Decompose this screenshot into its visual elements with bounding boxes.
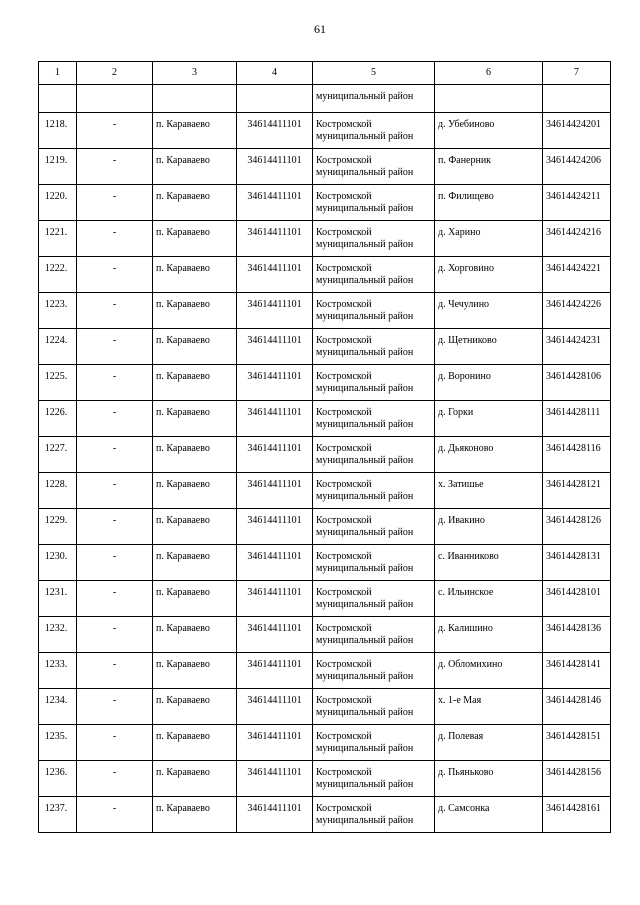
cell-district — [313, 257, 435, 293]
cell-oktmo: 34614411101 — [237, 761, 313, 797]
cell-locality: д. Чечулино — [435, 293, 543, 329]
cell-settlement: п. Караваево — [153, 617, 237, 653]
cell-oktmo: 34614411101 — [237, 581, 313, 617]
cell-settlement: п. Караваево — [153, 725, 237, 761]
column-number-row — [39, 62, 611, 85]
cell-settlement: п. Караваево — [153, 653, 237, 689]
cell-empty — [543, 85, 611, 113]
cell-settlement: п. Караваево — [153, 473, 237, 509]
table-row — [39, 437, 611, 473]
cell-district — [313, 545, 435, 581]
cell-locality: д. Полевая — [435, 725, 543, 761]
column-number: 2 — [77, 62, 153, 85]
column-number: 4 — [237, 62, 313, 85]
district-line-1: Костромской — [316, 407, 372, 418]
settlements-table — [38, 61, 611, 833]
cell-oktmo: 34614411101 — [237, 149, 313, 185]
row-number-cell: 1221. — [39, 221, 77, 257]
cell-code: 34614428151 — [543, 725, 611, 761]
district-line-2: муниципальный район — [316, 707, 414, 718]
cell-district — [313, 437, 435, 473]
cell-oktmo: 34614411101 — [237, 545, 313, 581]
cell-settlement: п. Караваево — [153, 185, 237, 221]
cell-settlement: п. Караваево — [153, 761, 237, 797]
table-row — [39, 221, 611, 257]
district-line-1: Костромской — [316, 263, 372, 274]
row-number-cell: 1220. — [39, 185, 77, 221]
cell-district — [313, 185, 435, 221]
cell-oktmo: 34614411101 — [237, 365, 313, 401]
row-number-cell: 1227. — [39, 437, 77, 473]
cell-district — [313, 653, 435, 689]
cell-empty — [153, 85, 237, 113]
district-line-1: Костромской — [316, 299, 372, 310]
cell-code: 34614424221 — [543, 257, 611, 293]
district-line-2: муниципальный район — [316, 671, 414, 682]
district-line-1: Костромской — [316, 587, 372, 598]
cell-oktmo: 34614411101 — [237, 185, 313, 221]
column-number: 7 — [543, 62, 611, 85]
cell-locality: д. Воронино — [435, 365, 543, 401]
district-line-1: Костромской — [316, 623, 372, 634]
cell-district — [313, 725, 435, 761]
cell-oktmo: 34614411101 — [237, 257, 313, 293]
cell-code: 34614428161 — [543, 797, 611, 833]
cell-district — [313, 617, 435, 653]
district-line-1: Костромской — [316, 443, 372, 454]
row-number-cell: 1230. — [39, 545, 77, 581]
cell-district — [313, 581, 435, 617]
table-row — [39, 185, 611, 221]
table-row — [39, 293, 611, 329]
row-number-cell: 1223. — [39, 293, 77, 329]
row-number-cell: 1233. — [39, 653, 77, 689]
table-row — [39, 365, 611, 401]
cell-locality: п. Фанерник — [435, 149, 543, 185]
cell-col2: - — [77, 329, 153, 365]
table-row — [39, 113, 611, 149]
cell-oktmo: 34614411101 — [237, 653, 313, 689]
cell-oktmo: 34614411101 — [237, 437, 313, 473]
cell-col2: - — [77, 761, 153, 797]
cell-oktmo: 34614411101 — [237, 293, 313, 329]
cell-oktmo: 34614411101 — [237, 401, 313, 437]
cell-oktmo: 34614411101 — [237, 689, 313, 725]
table-row — [39, 329, 611, 365]
carry-over-row — [39, 85, 611, 113]
cell-code: 34614428131 — [543, 545, 611, 581]
cell-col2: - — [77, 581, 153, 617]
cell-oktmo: 34614411101 — [237, 617, 313, 653]
district-line-2: муниципальный район — [316, 275, 414, 286]
cell-code: 34614428141 — [543, 653, 611, 689]
cell-oktmo: 34614411101 — [237, 797, 313, 833]
cell-col2: - — [77, 725, 153, 761]
cell-col2: - — [77, 113, 153, 149]
cell-settlement: п. Караваево — [153, 257, 237, 293]
cell-locality: д. Калишино — [435, 617, 543, 653]
column-number: 1 — [39, 62, 77, 85]
table-row — [39, 689, 611, 725]
cell-col2: - — [77, 653, 153, 689]
cell-code: 34614428146 — [543, 689, 611, 725]
district-line-1: Костромской — [316, 479, 372, 490]
cell-oktmo: 34614411101 — [237, 329, 313, 365]
cell-district — [313, 401, 435, 437]
cell-col2: - — [77, 509, 153, 545]
cell-empty — [435, 85, 543, 113]
cell-settlement: п. Караваево — [153, 113, 237, 149]
cell-district — [313, 365, 435, 401]
cell-district — [313, 797, 435, 833]
district-line-2: муниципальный район — [316, 419, 414, 430]
cell-empty — [237, 85, 313, 113]
cell-code: 34614424206 — [543, 149, 611, 185]
cell-col2: - — [77, 221, 153, 257]
cell-district: муниципальный район — [313, 85, 435, 113]
column-number: 5 — [313, 62, 435, 85]
table-row — [39, 149, 611, 185]
district-line-2: муниципальный район — [316, 455, 414, 466]
column-number: 3 — [153, 62, 237, 85]
cell-settlement: п. Караваево — [153, 329, 237, 365]
district-line-1: Костромской — [316, 119, 372, 130]
table-row — [39, 725, 611, 761]
column-number: 6 — [435, 62, 543, 85]
cell-oktmo: 34614411101 — [237, 221, 313, 257]
cell-locality: д. Пьяньково — [435, 761, 543, 797]
row-number-cell: 1234. — [39, 689, 77, 725]
cell-code: 34614424216 — [543, 221, 611, 257]
row-number-cell: 1236. — [39, 761, 77, 797]
district-line-1: Костромской — [316, 731, 372, 742]
cell-code: 34614428111 — [543, 401, 611, 437]
district-line-1: Костромской — [316, 515, 372, 526]
cell-code: 34614424211 — [543, 185, 611, 221]
district-line-2: муниципальный район — [316, 743, 414, 754]
cell-locality: д. Горки — [435, 401, 543, 437]
row-number-cell: 1224. — [39, 329, 77, 365]
cell-col2: - — [77, 689, 153, 725]
cell-code: 34614428136 — [543, 617, 611, 653]
cell-code: 34614428121 — [543, 473, 611, 509]
cell-code: 34614424201 — [543, 113, 611, 149]
cell-locality: х. 1-е Мая — [435, 689, 543, 725]
cell-col2: - — [77, 365, 153, 401]
cell-settlement: п. Караваево — [153, 509, 237, 545]
cell-district — [313, 293, 435, 329]
cell-col2: - — [77, 437, 153, 473]
cell-col2: - — [77, 545, 153, 581]
district-line-2: муниципальный район — [316, 779, 414, 790]
district-line-2: муниципальный район — [316, 239, 414, 250]
cell-locality: х. Затишье — [435, 473, 543, 509]
cell-settlement: п. Караваево — [153, 221, 237, 257]
table-row — [39, 581, 611, 617]
cell-oktmo: 34614411101 — [237, 509, 313, 545]
district-line-2: муниципальный район — [316, 599, 414, 610]
row-number-cell: 1225. — [39, 365, 77, 401]
district-line-1: Костромской — [316, 155, 372, 166]
district-line-2: муниципальный район — [316, 383, 414, 394]
cell-col2: - — [77, 473, 153, 509]
cell-col2: - — [77, 293, 153, 329]
cell-settlement: п. Караваево — [153, 545, 237, 581]
district-line-2: муниципальный район — [316, 203, 414, 214]
district-line-1: Костромской — [316, 551, 372, 562]
district-line-2: муниципальный район — [316, 815, 414, 826]
cell-settlement: п. Караваево — [153, 401, 237, 437]
district-line-2: муниципальный район — [316, 563, 414, 574]
cell-district — [313, 509, 435, 545]
cell-code: 34614428116 — [543, 437, 611, 473]
district-line-2: муниципальный район — [316, 131, 414, 142]
table-row — [39, 761, 611, 797]
table-row — [39, 797, 611, 833]
cell-settlement: п. Караваево — [153, 581, 237, 617]
cell-district — [313, 221, 435, 257]
row-number-cell: 1232. — [39, 617, 77, 653]
cell-settlement: п. Караваево — [153, 437, 237, 473]
row-number-cell: 1228. — [39, 473, 77, 509]
table-row — [39, 617, 611, 653]
district-line-2: муниципальный район — [316, 311, 414, 322]
cell-empty — [77, 85, 153, 113]
cell-locality: д. Дьяконово — [435, 437, 543, 473]
cell-col2: - — [77, 185, 153, 221]
row-number-cell: 1226. — [39, 401, 77, 437]
row-number-cell: 1229. — [39, 509, 77, 545]
cell-settlement: п. Караваево — [153, 797, 237, 833]
cell-col2: - — [77, 149, 153, 185]
cell-district — [313, 329, 435, 365]
district-line-1: Костромской — [316, 335, 372, 346]
district-line-2: муниципальный район — [316, 491, 414, 502]
cell-code: 34614424226 — [543, 293, 611, 329]
cell-code: 34614428156 — [543, 761, 611, 797]
row-number-cell: 1222. — [39, 257, 77, 293]
cell-settlement: п. Караваево — [153, 365, 237, 401]
cell-district — [313, 149, 435, 185]
cell-locality: п. Филищево — [435, 185, 543, 221]
row-number-cell: 1235. — [39, 725, 77, 761]
table-row — [39, 509, 611, 545]
district-line-1: Костромской — [316, 227, 372, 238]
cell-settlement: п. Караваево — [153, 149, 237, 185]
table-row — [39, 257, 611, 293]
cell-locality: д. Хорговино — [435, 257, 543, 293]
table-row — [39, 653, 611, 689]
district-line-2: муниципальный район — [316, 167, 414, 178]
district-line-1: Костромской — [316, 767, 372, 778]
district-line-2: муниципальный район — [316, 347, 414, 358]
row-number-cell: 1231. — [39, 581, 77, 617]
cell-locality: д. Щетниково — [435, 329, 543, 365]
cell-code: 34614428101 — [543, 581, 611, 617]
cell-oktmo: 34614411101 — [237, 113, 313, 149]
table-row — [39, 401, 611, 437]
cell-district — [313, 761, 435, 797]
cell-oktmo: 34614411101 — [237, 473, 313, 509]
cell-locality: д. Ивакино — [435, 509, 543, 545]
cell-settlement: п. Караваево — [153, 293, 237, 329]
district-line-1: Костромской — [316, 191, 372, 202]
cell-code: 34614424231 — [543, 329, 611, 365]
table-row — [39, 545, 611, 581]
district-line-2: муниципальный район — [316, 527, 414, 538]
cell-locality: д. Харино — [435, 221, 543, 257]
cell-code: 34614428106 — [543, 365, 611, 401]
cell-col2: - — [77, 257, 153, 293]
cell-oktmo: 34614411101 — [237, 725, 313, 761]
cell-col2: - — [77, 617, 153, 653]
table-row — [39, 473, 611, 509]
page-number: 61 — [314, 22, 326, 36]
cell-settlement: п. Караваево — [153, 689, 237, 725]
row-number-cell: 1219. — [39, 149, 77, 185]
cell-col2: - — [77, 797, 153, 833]
cell-district — [313, 689, 435, 725]
district-line-1: Костромской — [316, 695, 372, 706]
cell-district — [313, 113, 435, 149]
cell-locality: с. Ильинское — [435, 581, 543, 617]
district-line-1: Костромской — [316, 659, 372, 670]
row-number-cell: 1218. — [39, 113, 77, 149]
cell-empty — [39, 85, 77, 113]
cell-code: 34614428126 — [543, 509, 611, 545]
cell-locality: д. Убебиново — [435, 113, 543, 149]
cell-locality: с. Иванниково — [435, 545, 543, 581]
cell-district — [313, 473, 435, 509]
district-line-1: Костромской — [316, 803, 372, 814]
cell-locality: д. Самсонка — [435, 797, 543, 833]
district-line-2: муниципальный район — [316, 635, 414, 646]
cell-locality: д. Обломихино — [435, 653, 543, 689]
cell-col2: - — [77, 401, 153, 437]
district-line-1: Костромской — [316, 371, 372, 382]
row-number-cell: 1237. — [39, 797, 77, 833]
